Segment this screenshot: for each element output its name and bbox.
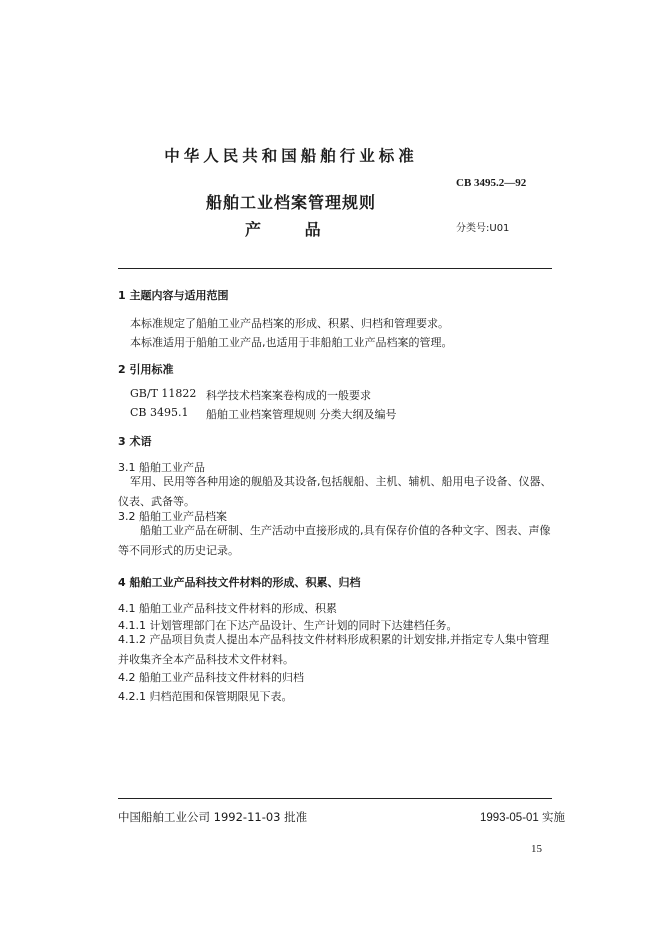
clause-4-1-1: 4.1.1 计划管理部门在下达产品设计、生产计划的同时下达建档任务。	[118, 619, 458, 632]
section-4-heading: 4 船舶工业产品科技文件材料的形成、积累、归档	[118, 576, 361, 589]
section-2-heading: 2 引用标准	[118, 363, 174, 376]
document-subtitle: 产 品	[245, 220, 321, 239]
section-1-paragraph-2: 本标准适用于船舶工业产品,也适用于非船舶工业产品档案的管理。	[130, 336, 453, 349]
section-1-heading: 1 主题内容与适用范围	[118, 289, 229, 302]
approval-line: 中国船舶工业公司 1992-11-03 批准	[118, 810, 308, 824]
term-3-1-heading: 3.1 船舶工业产品	[118, 461, 205, 474]
subsection-4-2-heading: 4.2 船舶工业产品科技文件材料的归档	[118, 671, 304, 684]
footer-divider	[118, 798, 552, 799]
reference-code: GB/T 11822	[130, 387, 197, 400]
classification-number: 分类号:U01	[456, 223, 510, 234]
subsection-4-1-heading: 4.1 船舶工业产品科技文件材料的形成、积累	[118, 602, 337, 615]
term-3-2-heading: 3.2 船舶工业产品档案	[118, 510, 227, 523]
standard-number: CB 3495.2—92	[456, 177, 527, 189]
reference-title: 科学技术档案案卷构成的一般要求	[206, 389, 371, 402]
clause-4-1-2: 4.1.2 产品项目负责人提出本产品科技文件材料形成积累的计划安排,并指定专人集中管理并收集齐全本产品科技术文件材料。	[118, 633, 549, 666]
clause-4-2-1: 4.2.1 归档范围和保管期限见下表。	[118, 690, 293, 703]
reference-code: CB 3495.1	[130, 406, 189, 419]
header-divider	[118, 268, 552, 269]
section-1-paragraph-1: 本标准规定了船舶工业产品档案的形成、积累、归档和管理要求。	[130, 317, 449, 330]
page-number: 15	[531, 843, 542, 855]
reference-title: 船舶工业档案管理规则 分类大纲及编号	[206, 408, 397, 421]
effective-date: 1993-05-01 实施	[480, 812, 566, 824]
org-standard-title: 中华人民共和国船舶行业标准	[164, 147, 418, 165]
section-3-heading: 3 术语	[118, 435, 152, 448]
term-3-1-definition: 军用、民用等各种用途的舰船及其设备,包括舰船、主机、辅机、船用电子设备、仪器、仪表、武备等。	[118, 475, 552, 508]
term-3-2-definition: 船舶工业产品在研制、生产活动中直接形成的,具有保存价值的各种文字、图表、声像等不同形式的历史记录。	[118, 524, 551, 557]
document-title: 船舶工业档案管理规则	[206, 193, 377, 212]
